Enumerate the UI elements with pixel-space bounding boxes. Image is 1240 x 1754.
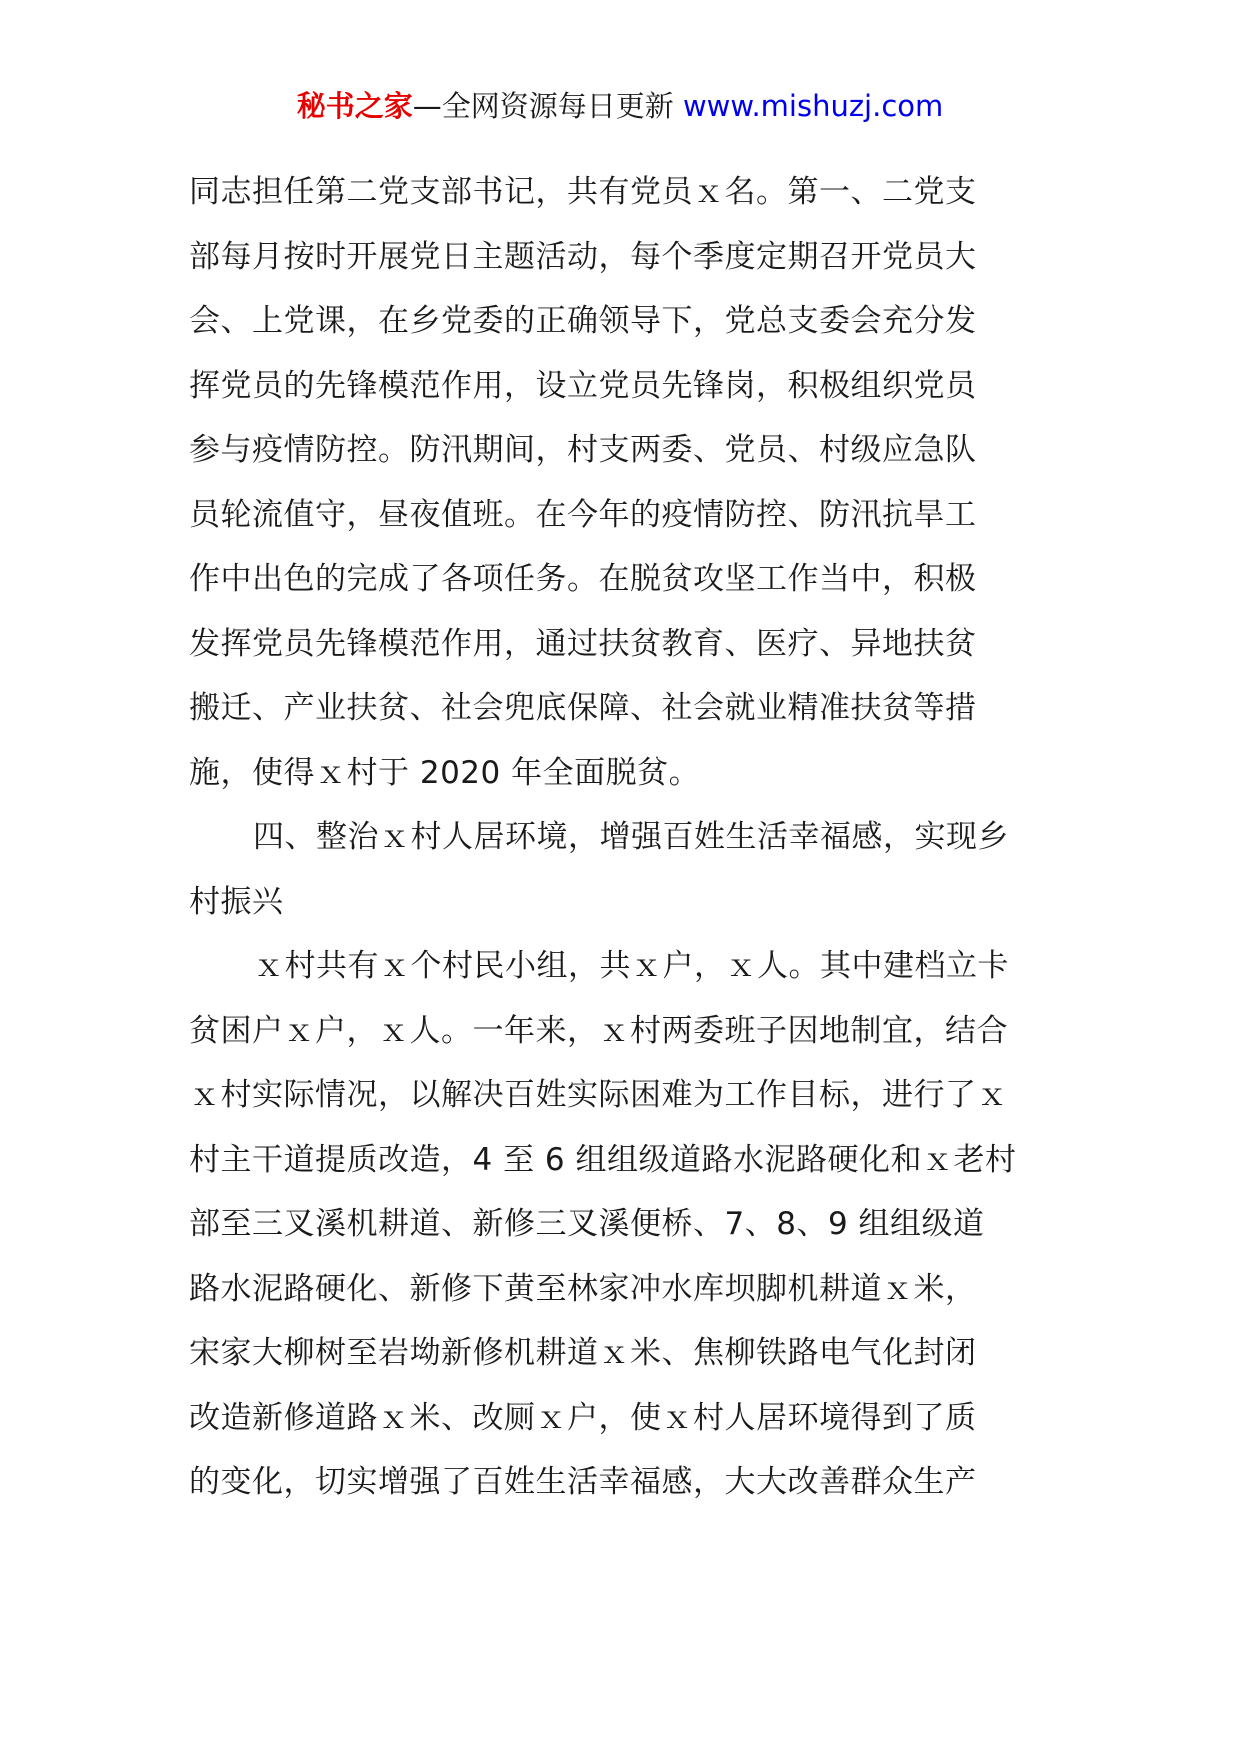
text-line: 村主干道提质改造，4 至 6 组组级道路水泥路硬化和ｘ老村 — [189, 1141, 1017, 1178]
heading-line: 四、整治ｘ村人居环境，增强百姓生活幸福感，实现乡 — [253, 819, 1009, 855]
document-body — [189, 160, 1069, 1515]
text-line: 作中出色的完成了各项任务。在脱贫攻坚工作当中，积极 — [189, 561, 977, 597]
text-line: 挥党员的先锋模范作用，设立党员先锋岗，积极组织党员 — [189, 367, 977, 404]
text-line: 的变化，切实增强了百姓生活幸福感，大大改善群众生产 — [189, 1464, 977, 1500]
text-line: 部每月按时开展党日主题活动，每个季度定期召开党员大 — [189, 238, 977, 275]
text-line: 员轮流值守，昼夜值班。在今年的疫情防控、防汛抗旱工 — [189, 496, 977, 533]
text-line: 发挥党员先锋模范作用，通过扶贫教育、医疗、异地扶贫 — [189, 625, 977, 662]
paragraph-party-building — [189, 160, 1069, 805]
text-line: 参与疫情防控。防汛期间，村支两委、党员、村级应急队 — [189, 432, 977, 468]
text-line: 会、上党课，在乡党委的正确领导下，党总支委会充分发 — [189, 303, 977, 339]
text-line: 施，使得ｘ村于 2020 年全面脱贫。 — [189, 754, 701, 791]
section-heading — [189, 805, 1069, 934]
text-line: 搬迁、产业扶贫、社会兜底保障、社会就业精准扶贫等措 — [189, 690, 977, 726]
heading-line: 村振兴 — [189, 883, 284, 920]
paragraph-living-environment — [189, 934, 1069, 1515]
text-line: 改造新修道路ｘ米、改厕ｘ户，使ｘ村人居环境得到了质 — [189, 1399, 977, 1436]
site-brand: 秘书之家 — [296, 89, 413, 123]
text-line: ｘ村共有ｘ个村民小组，共ｘ户，ｘ人。其中建档立卡 — [253, 948, 1009, 984]
text-line: ｘ村实际情况，以解决百姓实际困难为工作目标，进行了ｘ — [189, 1077, 1008, 1113]
text-line: 宋家大柳树至岩坳新修机耕道ｘ米、焦柳铁路电气化封闭 — [189, 1335, 977, 1371]
text-line: 同志担任第二党支部书记，共有党员ｘ名。第一、二党支 — [189, 174, 977, 210]
text-line: 部至三叉溪机耕道、新修三叉溪便桥、7、8、9 组组级道 — [189, 1206, 985, 1242]
site-slogan: —全网资源每日更新 — [412, 89, 683, 123]
site-url-link[interactable]: www.mishuzj.com — [682, 89, 944, 123]
text-line: 贫困户ｘ户，ｘ人。一年来，ｘ村两委班子因地制宜，结合 — [189, 1012, 1008, 1049]
text-line: 路水泥路硬化、新修下黄至林家冲水库坝脚机耕道ｘ米， — [189, 1270, 977, 1307]
page-header — [0, 86, 1240, 126]
